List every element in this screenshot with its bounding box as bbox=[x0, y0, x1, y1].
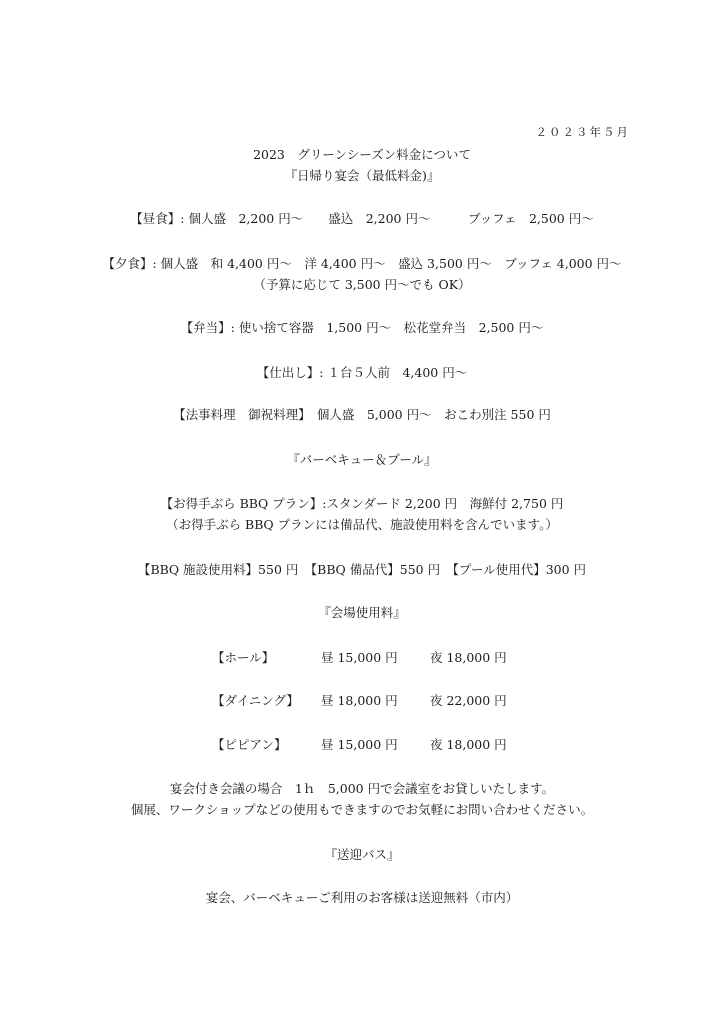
document-title: 2023 グリーンシーズン料金について bbox=[253, 147, 471, 162]
venue-day-price: 昼 15,000 円 bbox=[321, 737, 398, 752]
venue-row-dining bbox=[0, 693, 724, 709]
venue-night-price: 夜 18,000 円 bbox=[430, 650, 507, 665]
dinner-note: （予算に応じて 3,500 円～でも OK） bbox=[253, 277, 471, 292]
bbq-fees: 【BBQ 施設使用料】550 円 【BBQ 備品代】550 円 【プール使用代】300 円 bbox=[137, 562, 587, 577]
bus-text: 宴会、バーベキューご利用のお客様は送迎無料（市内） bbox=[205, 890, 519, 905]
venue-day-price: 昼 15,000 円 bbox=[321, 650, 398, 665]
ceremony-prices: 【法事料理 御祝料理】 個人盛 5,000 円～ おこわ別注 550 円 bbox=[173, 407, 551, 422]
venue-name: 【ダイニング】 bbox=[212, 693, 299, 708]
bento-prices: 【弁当】: 使い捨て容器 1,500 円～ 松花堂弁当 2,500 円～ bbox=[180, 320, 544, 335]
dinner-prices: 【夕食】: 個人盛 和 4,400 円～ 洋 4,400 円～ 盛込 3,500 円～ ブッフェ 4,000 円～ bbox=[102, 256, 622, 271]
venue-note-exhibition: 個展、ワークショップなどの使用もできますのでお気軽にお問い合わせください。 bbox=[130, 802, 594, 817]
venue-day-price: 昼 18,000 円 bbox=[321, 693, 398, 708]
bbq-plan: 【お得手ぶら BBQ プラン】:スタンダード 2,200 円 海鮮付 2,750 円 bbox=[160, 496, 564, 511]
venue-heading: 『会場使用料』 bbox=[318, 605, 406, 620]
venue-name: 【ピピアン】 bbox=[212, 737, 287, 752]
venue-note-meeting: 宴会付き会議の場合 1ｈ 5,000 円で会議室をお貸しいたします。 bbox=[169, 781, 555, 796]
catering-prices: 【仕出し】: １台５人前 4,400 円～ bbox=[256, 365, 468, 380]
bus-heading: 『送迎バス』 bbox=[324, 847, 400, 862]
venue-name: 【ホール】 bbox=[212, 650, 275, 665]
venue-night-price: 夜 22,000 円 bbox=[430, 693, 507, 708]
lunch-prices: 【昼食】: 個人盛 2,200 円～ 盛込 2,200 円～ ブッフェ 2,500 円～ bbox=[130, 211, 594, 226]
bbq-plan-note: （お得手ぶら BBQ プランには備品代、施設使用料を含んでいます。） bbox=[166, 517, 558, 532]
venue-night-price: 夜 18,000 円 bbox=[430, 737, 507, 752]
bbq-heading: 『バーベキュー＆プール』 bbox=[287, 452, 437, 467]
daytrip-heading: 『日帰り宴会（最低料金)』 bbox=[284, 168, 440, 183]
venue-row-pipian bbox=[0, 737, 724, 753]
venue-row-hall bbox=[0, 650, 724, 666]
document-date: ２０２３年５月 bbox=[535, 125, 630, 139]
